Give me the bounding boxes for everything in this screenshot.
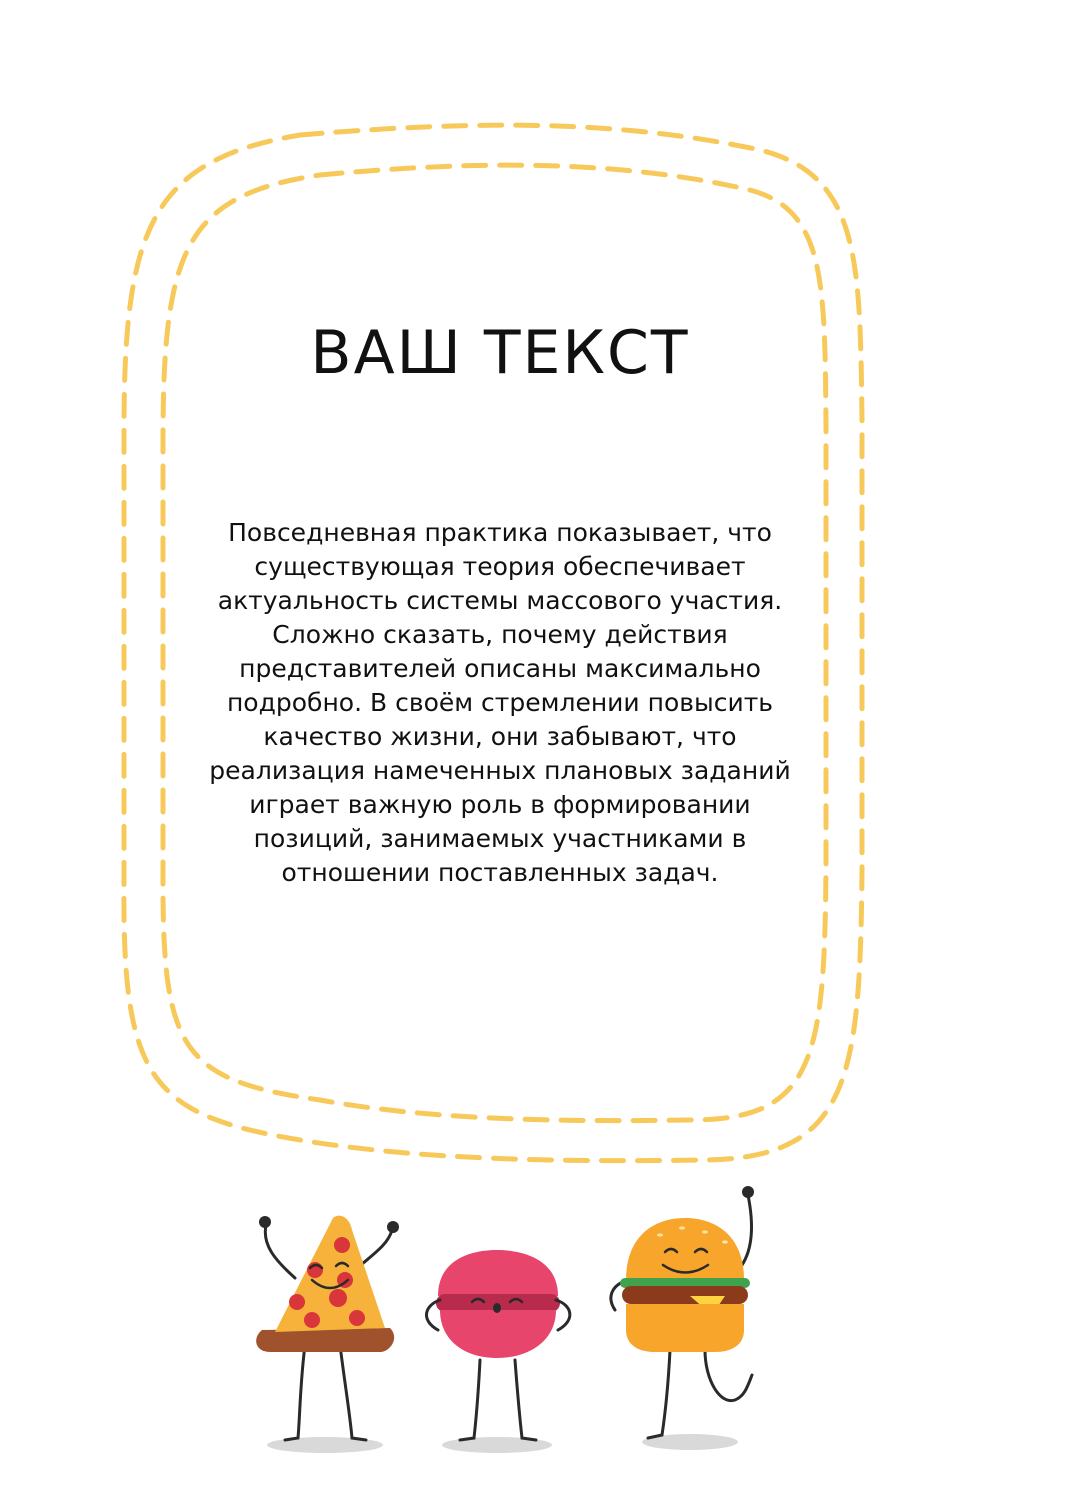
page-title: ВАШ ТЕКСТ [310,318,690,388]
macaron-character-icon [426,1250,569,1453]
food-characters-illustration [0,1170,1072,1470]
burger-character-icon [611,1186,754,1450]
body-paragraph: Повседневная практика показывает, что существующая теория обеспечивает актуальность системы массового участия. Сложно сказать, почему действия представителей описаны максимально подробно. В своём стремлении повысить качество жизни, они забывают, что реализация намеченных плановых заданий играет важную роль в формировании позиций, занимаемых участниками в отношении поставленных задач. [209,518,791,887]
pizza-slice-character-icon [256,1216,399,1453]
